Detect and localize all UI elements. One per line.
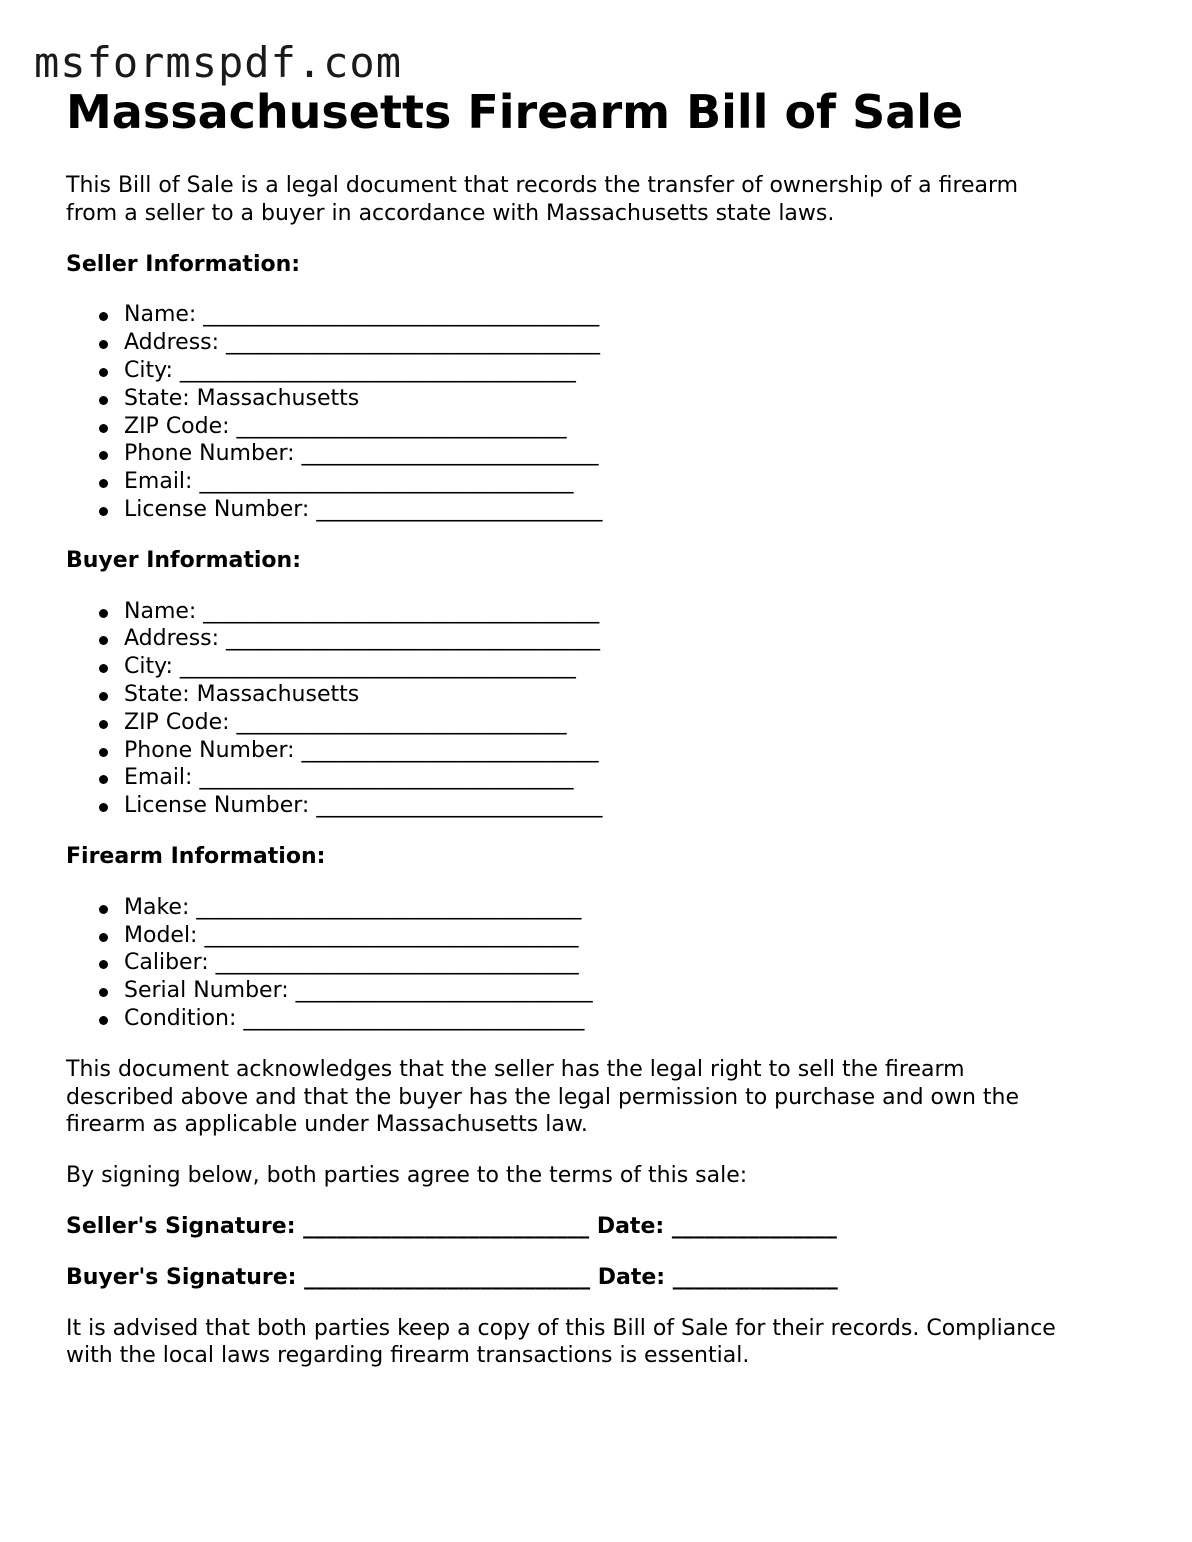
closing-line: It is advised that both parties keep a copy of this Bill of Sale for their records. Compliance — [66, 1315, 1056, 1341]
field-text: Make: ___________________________________ — [124, 894, 582, 920]
bullet-icon — [99, 636, 108, 645]
bullet-icon — [99, 664, 108, 673]
acknowledgement-line: This document acknowledges that the seller has the legal right to sell the firearm — [66, 1056, 965, 1082]
field-text: State: Massachusetts — [124, 385, 360, 411]
field-text: Email: __________________________________ — [124, 469, 574, 495]
bullet-icon — [99, 609, 108, 618]
firearm-caliber-field[interactable] — [66, 949, 1136, 977]
bullet-icon — [99, 905, 108, 914]
field-text: Name: ____________________________________ — [124, 598, 600, 624]
field-text: City: ____________________________________ — [124, 357, 576, 383]
bullet-icon — [99, 312, 108, 321]
intro-line: This Bill of Sale is a legal document that records the transfer of ownership of a firearm — [66, 173, 1019, 198]
seller-license-field[interactable] — [66, 496, 1136, 524]
acknowledgement-line: described above and that the buyer has the legal permission to purchase and own the — [66, 1084, 1020, 1110]
bullet-icon — [99, 775, 108, 784]
buyer-heading: Buyer Information: — [66, 547, 301, 573]
seller-address-field[interactable] — [66, 329, 1136, 357]
field-text: Model: __________________________________ — [124, 922, 579, 948]
bullet-icon — [99, 720, 108, 729]
seller-state-field — [66, 385, 1136, 413]
seller-heading: Seller Information: — [66, 251, 301, 277]
bullet-icon — [99, 988, 108, 997]
seller-signature-line[interactable]: Seller's Signature: __________________________ Date: _______________ — [66, 1213, 837, 1239]
field-text: City: ____________________________________ — [124, 654, 576, 680]
bullet-icon — [99, 803, 108, 812]
buyer-license-field[interactable] — [66, 792, 1136, 820]
seller-email-field[interactable] — [66, 468, 1136, 496]
acknowledgement-line: firearm as applicable under Massachusetts law. — [66, 1112, 588, 1138]
field-text: ZIP Code: ______________________________ — [124, 413, 567, 439]
seller-name-field[interactable] — [66, 301, 1136, 329]
watermark: msformspdf.com — [34, 38, 403, 87]
field-text: Address: __________________________________ — [124, 330, 601, 356]
field-text: License Number: __________________________ — [124, 496, 603, 522]
seller-city-field[interactable] — [66, 357, 1136, 385]
buyer-phone-field[interactable] — [66, 737, 1136, 765]
agree-text: By signing below, both parties agree to the terms of this sale: — [66, 1163, 748, 1189]
field-text: Phone Number: ___________________________ — [124, 441, 599, 467]
bullet-icon — [99, 368, 108, 377]
field-text: Name: ____________________________________ — [124, 302, 600, 328]
bullet-icon — [99, 396, 108, 405]
bullet-icon — [99, 507, 108, 516]
intro-line: from a seller to a buyer in accordance with Massachusetts state laws. — [66, 200, 835, 226]
seller-phone-field[interactable] — [66, 440, 1136, 468]
buyer-name-field[interactable] — [66, 598, 1136, 626]
buyer-state-field — [66, 681, 1136, 709]
buyer-fields — [66, 598, 1136, 820]
closing-paragraph — [66, 1315, 1136, 1371]
acknowledgement-paragraph — [66, 1056, 1136, 1139]
firearm-make-field[interactable] — [66, 894, 1136, 922]
field-text: Serial Number: ___________________________ — [124, 978, 593, 1004]
seller-fields — [66, 301, 1136, 523]
bullet-icon — [99, 451, 108, 460]
firearm-serial-field[interactable] — [66, 977, 1136, 1005]
bullet-icon — [99, 479, 108, 488]
field-text: Phone Number: ___________________________ — [124, 737, 599, 763]
firearm-fields — [66, 894, 1136, 1033]
firearm-condition-field[interactable] — [66, 1005, 1136, 1033]
closing-line: with the local laws regarding firearm transactions is essential. — [66, 1343, 750, 1369]
bullet-icon — [99, 933, 108, 942]
field-text: Address: __________________________________ — [124, 626, 601, 652]
buyer-zip-field[interactable] — [66, 709, 1136, 737]
field-text: License Number: __________________________ — [124, 793, 603, 819]
bullet-icon — [99, 960, 108, 969]
field-text: Email: __________________________________ — [124, 765, 574, 791]
document-body — [66, 172, 1136, 1370]
page-title: Massachusetts Firearm Bill of Sale — [66, 85, 964, 139]
bullet-icon — [99, 424, 108, 433]
buyer-city-field[interactable] — [66, 653, 1136, 681]
bullet-icon — [99, 692, 108, 701]
field-text: ZIP Code: ______________________________ — [124, 709, 567, 735]
field-text: State: Massachusetts — [124, 681, 360, 707]
bullet-icon — [99, 340, 108, 349]
firearm-heading: Firearm Information: — [66, 843, 326, 869]
firearm-model-field[interactable] — [66, 922, 1136, 950]
intro-paragraph — [66, 172, 1136, 228]
buyer-email-field[interactable] — [66, 764, 1136, 792]
bullet-icon — [99, 748, 108, 757]
buyer-address-field[interactable] — [66, 625, 1136, 653]
buyer-signature-line[interactable]: Buyer's Signature: __________________________ Date: _______________ — [66, 1264, 838, 1290]
field-text: Caliber: _________________________________ — [124, 950, 579, 976]
bullet-icon — [99, 1016, 108, 1025]
seller-zip-field[interactable] — [66, 413, 1136, 441]
field-text: Condition: _______________________________ — [124, 1005, 585, 1031]
